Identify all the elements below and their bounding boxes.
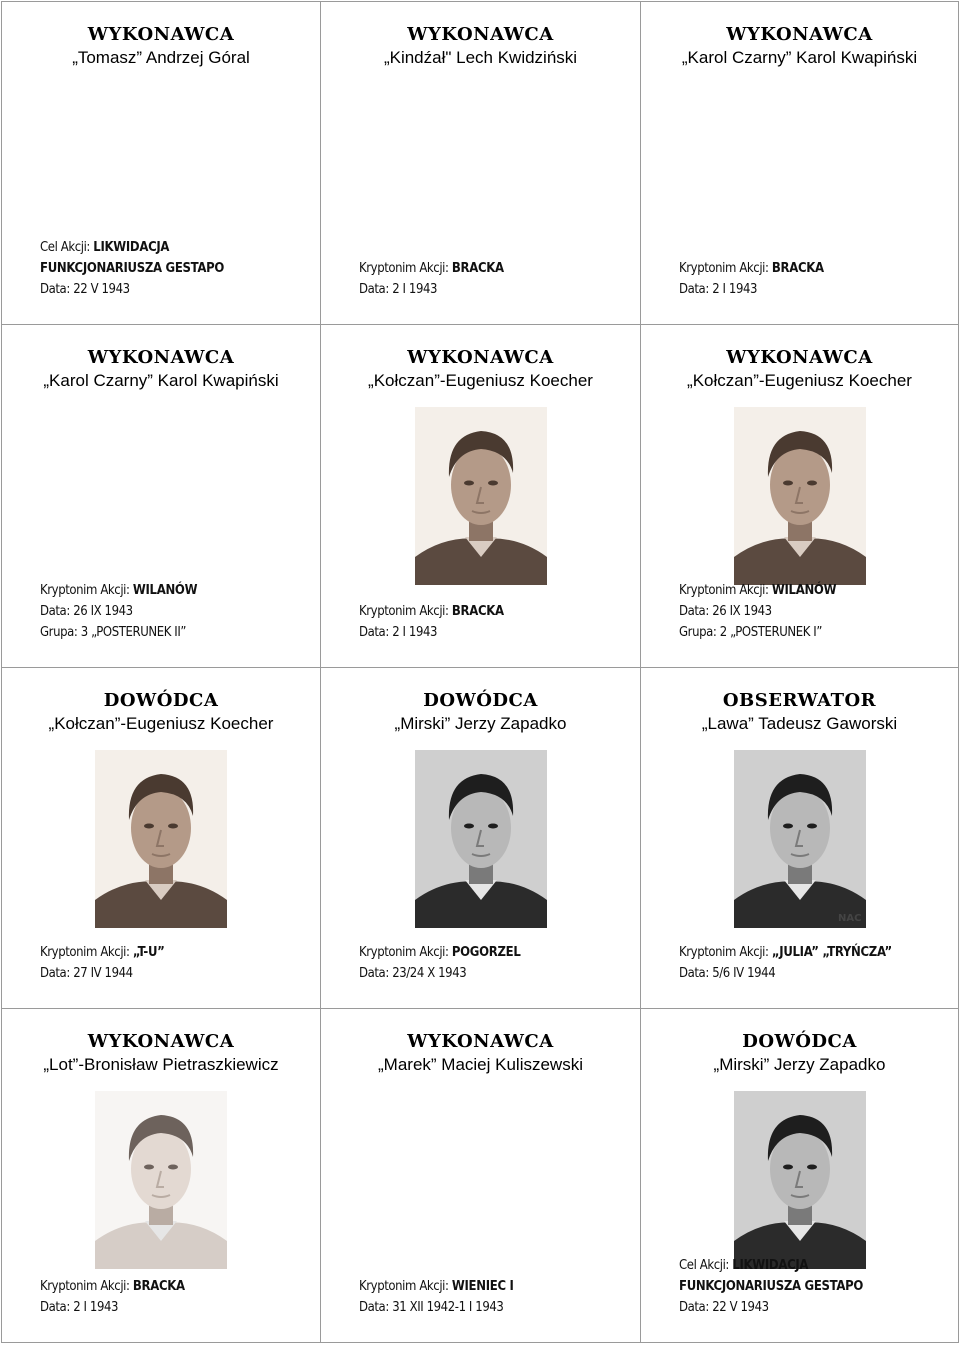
role-title: WYKONAWCA — [726, 347, 873, 368]
info-value: FUNKCJONARIUSZA GESTAPO — [40, 261, 224, 276]
person-card — [321, 1009, 641, 1343]
person-name: „Marek” Maciej Kuliszewski — [378, 1055, 583, 1074]
info-line — [679, 601, 952, 622]
info-value: LIKWIDACJA — [93, 240, 170, 255]
info-line — [40, 1276, 314, 1297]
archive-stamp: NAC — [838, 913, 862, 924]
info-value: 31 XII 1942-1 I 1943 — [392, 1300, 504, 1315]
info-value: 2 I 1943 — [712, 282, 758, 297]
card-header — [329, 24, 632, 68]
info-label: Kryptonim Akcji: — [679, 583, 772, 598]
action-info — [679, 580, 952, 643]
info-line — [359, 1276, 634, 1297]
info-line — [359, 601, 634, 622]
role-title: WYKONAWCA — [87, 1031, 235, 1052]
card-header — [649, 690, 950, 734]
info-value: POGORZEL — [451, 945, 521, 960]
card-header — [10, 347, 312, 391]
info-line — [40, 258, 314, 279]
role-title: WYKONAWCA — [87, 347, 235, 368]
info-label: Kryptonim Akcji: — [40, 945, 133, 960]
info-value: 26 IX 1943 — [712, 604, 772, 619]
info-value: 5/6 IV 1944 — [712, 966, 776, 981]
info-label: Data: — [359, 966, 393, 981]
info-line — [40, 942, 314, 963]
role-title: WYKONAWCA — [407, 1031, 554, 1052]
role-title: WYKONAWCA — [726, 24, 873, 45]
info-line — [40, 237, 314, 258]
info-line — [359, 942, 634, 963]
info-value: WIENIEC I — [451, 1279, 514, 1294]
person-card — [321, 668, 641, 1009]
card-grid — [1, 1, 959, 1343]
card-header — [649, 347, 950, 391]
action-info — [40, 942, 314, 984]
info-line — [40, 622, 314, 643]
info-label: Cel Akcji: — [679, 1258, 733, 1273]
info-label: Data: — [40, 966, 74, 981]
info-label: Kryptonim Akcji: — [359, 261, 452, 276]
person-card — [641, 1, 959, 325]
info-value: WILANÓW — [132, 583, 198, 598]
info-label: Grupa: — [40, 625, 81, 640]
card-header — [329, 347, 632, 391]
person-name: „Tomasz” Andrzej Góral — [72, 48, 250, 67]
card-header — [329, 1031, 632, 1075]
card-header — [10, 690, 312, 734]
info-line — [679, 258, 952, 279]
person-name: „Kindźał" Lech Kwidziński — [383, 48, 578, 67]
person-name: „Kołczan”-Eugeniusz Koecher — [48, 714, 274, 733]
info-line — [359, 963, 634, 984]
card-header — [10, 1031, 312, 1075]
person-card — [641, 1009, 959, 1343]
person-name: „Kołczan”-Eugeniusz Koecher — [687, 371, 912, 390]
person-name: „Karol Czarny” Karol Kwapiński — [43, 371, 279, 390]
person-card — [1, 325, 321, 668]
action-info — [359, 258, 634, 300]
action-info — [679, 942, 952, 984]
info-line — [359, 279, 634, 300]
info-line — [679, 942, 952, 963]
action-info — [359, 942, 634, 984]
action-info — [679, 1255, 952, 1318]
info-value: BRACKA — [451, 261, 504, 276]
info-label: Grupa: — [679, 625, 720, 640]
info-label: Kryptonim Akcji: — [679, 945, 772, 960]
person-card — [641, 668, 959, 1009]
portrait-photo — [415, 407, 547, 585]
info-label: Data: — [359, 625, 393, 640]
info-label: Data: — [679, 282, 713, 297]
person-card — [641, 325, 959, 668]
info-label: Data: — [679, 966, 713, 981]
info-label: Kryptonim Akcji: — [359, 1279, 452, 1294]
info-line — [40, 963, 314, 984]
info-line — [679, 279, 952, 300]
card-header — [329, 690, 632, 734]
info-label: Data: — [359, 282, 393, 297]
info-value: 23/24 X 1943 — [392, 966, 467, 981]
role-title: WYKONAWCA — [407, 347, 554, 368]
action-info — [679, 258, 952, 300]
info-value: 2 I 1943 — [392, 282, 438, 297]
action-info — [40, 580, 314, 643]
info-value: LIKWIDACJA — [732, 1258, 809, 1273]
info-line — [40, 1297, 314, 1318]
info-value: „JULIA” „TRYŃCZA” — [771, 945, 892, 960]
role-title: WYKONAWCA — [87, 24, 235, 45]
info-label: Data: — [40, 604, 74, 619]
info-line — [359, 1297, 634, 1318]
info-value: BRACKA — [771, 261, 824, 276]
role-title: DOWÓDCA — [103, 690, 219, 711]
card-header — [649, 1031, 950, 1075]
info-value: 22 V 1943 — [712, 1300, 769, 1315]
info-value: WILANÓW — [771, 583, 837, 598]
info-line — [679, 622, 952, 643]
info-line — [679, 580, 952, 601]
role-title: OBSERWATOR — [722, 690, 877, 711]
portrait-photo — [734, 1091, 866, 1269]
info-line — [40, 580, 314, 601]
person-card — [321, 1, 641, 325]
info-line — [679, 963, 952, 984]
role-title: WYKONAWCA — [407, 24, 554, 45]
person-name: „Lot”-Bronisław Pietraszkiewicz — [43, 1055, 279, 1074]
info-line — [40, 279, 314, 300]
info-value: 27 IV 1944 — [73, 966, 133, 981]
person-name: „Mirski” Jerzy Zapadko — [713, 1055, 886, 1074]
role-title: DOWÓDCA — [423, 690, 538, 711]
person-card — [1, 668, 321, 1009]
info-line — [40, 601, 314, 622]
portrait-photo — [95, 1091, 227, 1269]
info-label: Kryptonim Akcji: — [679, 261, 772, 276]
info-label: Data: — [40, 1300, 74, 1315]
info-label: Kryptonim Akcji: — [359, 604, 452, 619]
info-line — [679, 1276, 952, 1297]
person-card — [1, 1, 321, 325]
info-line — [359, 622, 634, 643]
person-card — [321, 325, 641, 668]
info-line — [679, 1297, 952, 1318]
info-line — [359, 258, 634, 279]
info-value: BRACKA — [451, 604, 504, 619]
info-label: Kryptonim Akcji: — [40, 1279, 133, 1294]
info-label: Cel Akcji: — [40, 240, 94, 255]
card-header — [649, 24, 950, 68]
person-name: „Lawa” Tadeusz Gaworski — [701, 714, 898, 733]
info-value: 22 V 1943 — [73, 282, 130, 297]
portrait-photo — [734, 407, 866, 585]
info-line — [679, 1255, 952, 1276]
info-value: 2 I 1943 — [73, 1300, 119, 1315]
person-name: „Kołczan”-Eugeniusz Koecher — [368, 371, 593, 390]
info-label: Data: — [679, 1300, 713, 1315]
info-value: 3 „POSTERUNEK II” — [80, 625, 187, 640]
info-label: Data: — [40, 282, 74, 297]
info-value: 2 „POSTERUNEK I” — [719, 625, 822, 640]
info-value: 2 I 1943 — [392, 625, 438, 640]
info-label: Data: — [679, 604, 713, 619]
card-header — [10, 24, 312, 68]
person-name: „Mirski” Jerzy Zapadko — [394, 714, 567, 733]
action-info — [359, 1276, 634, 1318]
info-value: FUNKCJONARIUSZA GESTAPO — [679, 1279, 863, 1294]
info-value: BRACKA — [132, 1279, 185, 1294]
portrait-photo — [415, 750, 547, 928]
role-title: DOWÓDCA — [742, 1031, 857, 1052]
person-name: „Karol Czarny” Karol Kwapiński — [681, 48, 918, 67]
info-label: Kryptonim Akcji: — [359, 945, 452, 960]
portrait-photo — [95, 750, 227, 928]
action-info — [40, 237, 314, 300]
portrait-photo — [734, 750, 866, 928]
info-label: Kryptonim Akcji: — [40, 583, 133, 598]
action-info — [359, 601, 634, 643]
info-label: Data: — [359, 1300, 393, 1315]
action-info — [40, 1276, 314, 1318]
info-value: 26 IX 1943 — [73, 604, 133, 619]
info-value: „T-U” — [132, 945, 165, 960]
person-card — [1, 1009, 321, 1343]
